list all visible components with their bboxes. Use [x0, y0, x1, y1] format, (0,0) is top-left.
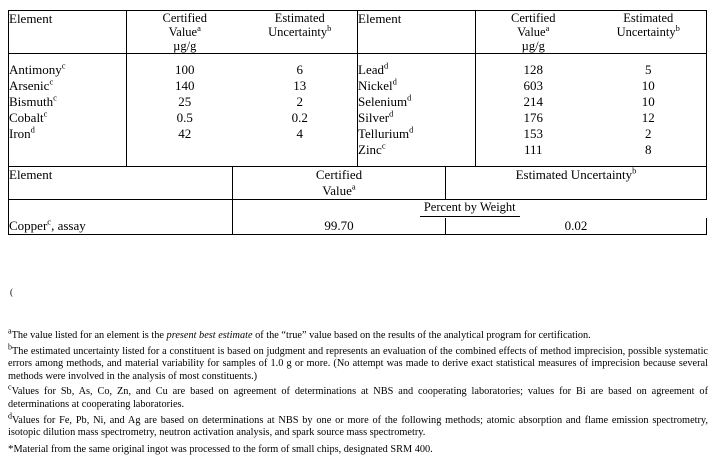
row-uncertainty-left: 2: [296, 94, 303, 109]
footnote-ref-d: d: [392, 76, 397, 87]
table-row: [9, 218, 707, 235]
table-row: [9, 94, 707, 110]
stray-mark: (: [10, 287, 13, 297]
row-value-right: 128: [476, 62, 591, 78]
lower-header-element: Element: [9, 167, 233, 200]
lower-row-uncertainty: 0.02: [446, 218, 707, 235]
table-row: [9, 78, 707, 94]
spacer-row: [9, 54, 707, 63]
row-element-left: Antimony$^c$: [9, 62, 127, 78]
row-value-left: 25: [127, 94, 243, 110]
footnote-ref-a: a: [197, 22, 201, 33]
row-element-right: Silver$^d$: [358, 110, 476, 126]
lower-data-table: [8, 167, 707, 235]
lower-header-certified-value: Certified Value$^a$: [233, 167, 446, 200]
row-value-right: 214: [476, 94, 591, 110]
footnote-marker-d: d: [8, 411, 12, 421]
table-row: [9, 142, 707, 158]
footnote-ref-b: b: [327, 22, 332, 33]
row-value-right: 176: [476, 110, 591, 126]
header-uncertainty-left: Estimated Uncertainty$^b$: [243, 11, 358, 54]
row-value-right: 153: [476, 126, 591, 142]
row-value-left: 140: [127, 78, 243, 94]
row-uncertainty-left: 13: [293, 78, 307, 93]
footnote-ref-c: c: [381, 140, 386, 151]
footnote-ref-b: b: [632, 165, 637, 176]
spacer-row: [9, 158, 707, 167]
row-uncertainty-right: 5: [591, 62, 707, 78]
footnote-ref-a: a: [545, 22, 550, 33]
lower-header-row: [9, 167, 707, 200]
footnote-ref-c: c: [43, 108, 48, 119]
row-uncertainty-right: 10: [591, 78, 707, 94]
header-certified-value-left: Certified Value$^a$ µg/g: [127, 11, 243, 54]
footnote-ref-d: d: [407, 92, 412, 103]
table-row: [9, 126, 707, 142]
footnote-star: *Material from the same original ingot was processed to the form of small chips, designated SRM 400.: [8, 442, 433, 455]
row-element-left: Iron$^d$: [9, 126, 127, 142]
table-row: [9, 62, 707, 78]
row-uncertainty-left: 6: [296, 62, 303, 77]
footnote-ref-d: d: [389, 108, 394, 119]
row-value-right: 111: [476, 142, 591, 158]
lower-row-element: Copper$^c$, assay: [9, 218, 233, 235]
header-certified-value-right: Certified Value$^a$ µg/g: [476, 11, 591, 54]
footnote-c: $^c$Values for Sb, As, Co, Zn, and Cu are based on agreement of determinations at NBS and cooperating laboratories; values for Bi are based on agreement of determinations at cooperating laboratories.: [8, 382, 708, 410]
row-uncertainty-right: 12: [591, 110, 707, 126]
row-element-left: Bismuth$^c$: [9, 94, 127, 110]
header-uncertainty-right: Estimated Uncertainty$^b$: [591, 11, 707, 54]
footnote-ref-a: a: [351, 181, 356, 192]
row-uncertainty-right: 2: [591, 126, 707, 142]
footnote-marker-b: b: [8, 342, 12, 352]
footnote-ref-d: d: [30, 124, 35, 135]
row-uncertainty-left: [243, 142, 358, 158]
row-element-right: Zinc$^c$: [358, 142, 476, 158]
footnote-ref-d: d: [409, 124, 414, 135]
footnote-ref-b: b: [675, 22, 680, 33]
row-element-right: Selenium$^d$: [358, 94, 476, 110]
upper-data-table: [8, 10, 707, 167]
row-uncertainty-left: 0.2: [291, 110, 308, 125]
footnote-a: $^a$The value listed for an element is the present best estimate of the “true” value based on the results of the analytical program for certification.: [8, 326, 591, 341]
upper-header-row: [9, 11, 707, 54]
row-element-left: [9, 142, 127, 158]
footnote-ref-c: c: [47, 216, 52, 227]
percent-by-weight-banner: Percent by Weight: [233, 200, 707, 219]
footnotes-section: [8, 326, 708, 459]
row-value-left: 0.5: [127, 110, 243, 126]
row-element-left: Cobalt$^c$: [9, 110, 127, 126]
footnote-marker-a: a: [8, 326, 12, 336]
footnote-ref-c: c: [53, 92, 57, 103]
footnote-ref-c: c: [49, 76, 54, 87]
row-value-left: 100: [127, 62, 243, 78]
row-element-right: Lead$^d$: [358, 62, 476, 78]
header-element-right: Element: [358, 11, 476, 54]
footnote-ref-d: d: [383, 60, 389, 71]
footnote-b: $^b$The estimated uncertainty listed for a constituent is based on judgment and represents an evaluation of the combined effects of method imprecision, possible systematic errors among methods, and material variability for samples of 1.0 g or more. (No attempt was made to derive exact statistical measures of imprecision because several methods were involved in the analysis of most constituents.): [8, 342, 708, 382]
footnote-marker-c: c: [8, 382, 12, 392]
header-element-left: Element: [9, 11, 127, 54]
row-value-left: [127, 142, 243, 158]
footnote-ref-c: c: [61, 60, 66, 71]
row-element-right: Nickel$^d$: [358, 78, 476, 94]
tables-container: [8, 10, 706, 235]
row-element-right: Tellurium$^d$: [358, 126, 476, 142]
units-banner-row: [9, 200, 707, 219]
row-uncertainty-left: 4: [296, 126, 303, 141]
footnote-d: $^d$Values for Fe, Pb, Ni, and Ag are based on determinations at NBS by one or more of the following methods; atomic absorption and flame emission spectrometry, isotopic dilution mass spectrometry, neutron activation analysis, and spark source mass spectrometry.: [8, 411, 708, 439]
row-element-left: Arsenic$^c$: [9, 78, 127, 94]
lower-row-value: 99.70: [233, 218, 446, 235]
footnote-marker-star: *: [8, 442, 14, 455]
row-value-right: 603: [476, 78, 591, 94]
lower-header-uncertainty: Estimated Uncertainty$^b$: [446, 167, 707, 200]
table-row: [9, 110, 707, 126]
row-uncertainty-right: 10: [591, 94, 707, 110]
row-uncertainty-right: 8: [591, 142, 707, 158]
row-value-left: 42: [127, 126, 243, 142]
